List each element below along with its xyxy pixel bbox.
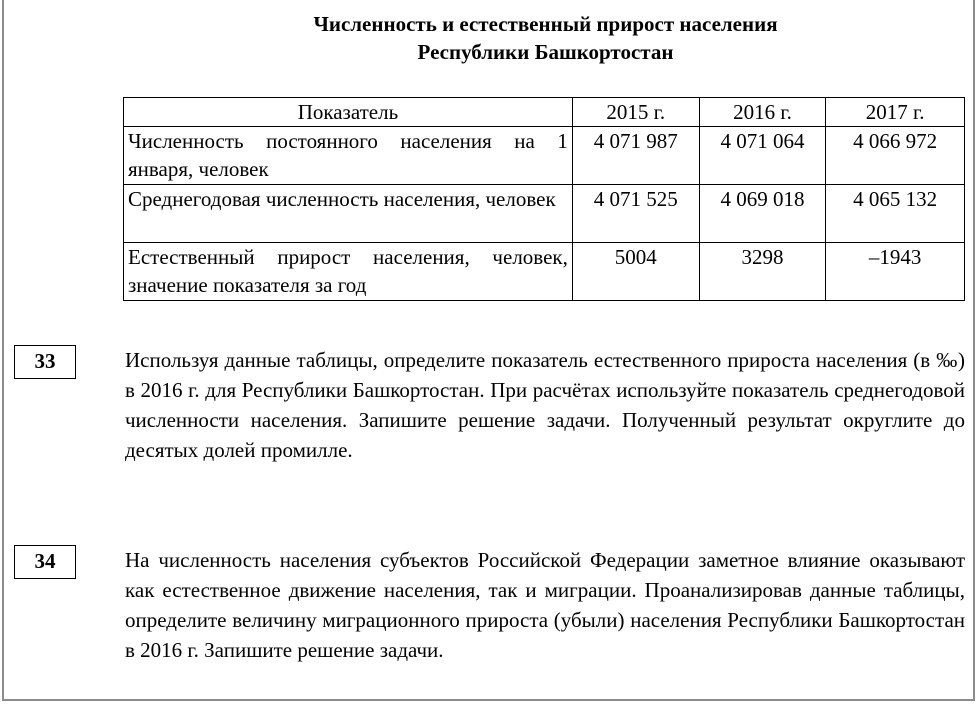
- header-2017: 2017 г.: [826, 98, 965, 127]
- table-header-row: [124, 98, 965, 127]
- cell-2016: 3298: [699, 243, 826, 301]
- header-2016: 2016 г.: [699, 98, 826, 127]
- cell-2016: 4 071 064: [699, 127, 826, 185]
- population-table: [123, 97, 965, 301]
- header-2015: 2015 г.: [572, 98, 699, 127]
- cell-2016: 4 069 018: [699, 185, 826, 243]
- row-indicator: Численность постоянного населения на 1 января, человек: [124, 127, 573, 185]
- cell-2015: 4 071 987: [572, 127, 699, 185]
- row-indicator: Естественный прирост населения, человек, значение показателя за год: [124, 243, 573, 301]
- task-number-box: 34: [14, 545, 76, 579]
- table-row: [124, 185, 965, 243]
- title-line-1: Численность и естественный прирост населения: [313, 12, 778, 36]
- cell-2015: 4 071 525: [572, 185, 699, 243]
- task-text: Используя данные таблицы, определите показатель естественного прироста населения (в ‰) в 2016 г. для Республики Башкортостан. При расчётах используйте показатель среднегодовой численности населения. Запишите решение задачи. Полученный результат округлите до десятых долей промилле.: [125, 348, 965, 462]
- table-row: [124, 127, 965, 185]
- cell-2017: –1943: [826, 243, 965, 301]
- table-row: [124, 243, 965, 301]
- task-number-box: 33: [14, 345, 76, 379]
- title-line-2: Республики Башкортостан: [417, 40, 674, 64]
- row-indicator: Среднегодовая численность населения, человек: [124, 185, 573, 243]
- header-indicator: Показатель: [124, 98, 573, 127]
- task-text: На численность населения субъектов Российской Федерации заметное влияние оказывают как естественное движение населения, так и миграции. Проанализировав данные таблицы, определите величину миграционного прироста (убыли) населения Республики Башкортостан в 2016 г. Запишите решение задачи.: [125, 548, 965, 662]
- cell-2015: 5004: [572, 243, 699, 301]
- cell-2017: 4 066 972: [826, 127, 965, 185]
- cell-2017: 4 065 132: [826, 185, 965, 243]
- table-title: [4, 10, 977, 66]
- exam-page: [2, 0, 975, 701]
